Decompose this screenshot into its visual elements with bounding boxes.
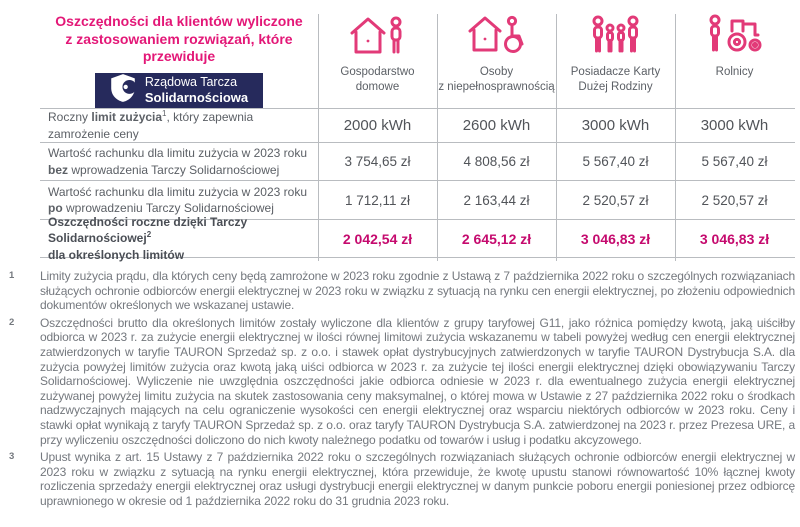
footnotes-section: [0, 269, 800, 509]
title-line-1: Oszczędności dla klientów wyliczone: [55, 13, 303, 29]
footnote-text: Upust wynika z art. 15 Ustawy z 7 października 2022 roku o szczególnych rozwiązaniach służących ochronie odbiorców energii elektrycznej w 2023 roku w związku z sytuacją na rynku energii elektrycznej, która przewiduje, że kwotę upustu stanowi równowartość 10% łącznej kwoty rozliczenia sprzedaży energii elektrycznej oraz usługi dystrybucji energii elektrycznej w danym punkcie poboru energii poniesionej przez odbiorcę uprawnionego w okresie od 1 października 2022 roku do 31 grudnia 2023 roku.: [40, 450, 795, 508]
row-label: Wartość rachunku dla limitu zużycia w 2023 roku po wprowadzeniu Tarczy Solidarnościowej: [48, 184, 307, 215]
logo-line-1: Rządowa Tarcza: [144, 74, 238, 89]
table-header-row: [40, 0, 795, 109]
column-label: Posiadacze Karty Dużej Rodziny: [570, 66, 661, 93]
cell-value: 2000 kWh: [343, 117, 412, 134]
table-row-without-shield: [40, 143, 795, 181]
footnote-3: [9, 450, 795, 508]
cell-value: 5 567,40 zł: [701, 154, 768, 169]
cell-value: 5 567,40 zł: [582, 154, 649, 169]
footnote-text: Oszczędności brutto dla określonych limitów zostały wyliczone dla klientów z grupy taryfowej G11, jako różnica pomiędzy kwotą, jaką uiściłby odbiorca w 2023 r. za zużycie energii elektrycznej w ilości równej limitowi zużycia wskazanemu w tabeli powyżej według cen energii elektrycznej zatwierdzonych w taryfie TAURON Sprzedaż sp. z o.o. i stawek opłat dystrybucyjnych zatwierdzonych w taryfie TAURON Dystrybucja S.A. dla zużycia powyżej limitów zużycia oraz kwotą jaką uiści odbiorca w 2023 r. za zużycie tej ilości energii elektrycznej dzięki obowiązywaniu Tarczy Solidarnościowej. Wyliczenie nie uwzględnia oszczędności jakie odbiorca odniesie w 2023 r. dla ewentualnego zużycia energii elektrycznej zużywanej powyżej limitu zużycia na skutek zastosowania ceny maksymalnej, o której mowa w Ustawie z 27 października 2022 roku o środkach nadzwyczajnych mających na celu ograniczenie wysokości cen energii elektrycznej oraz wsparciu niektórych odbiorców w 2023 roku. Ceny i stawki opłat wynikają z taryfy TAURON Sprzedaż sp. z o.o. oraz taryfy TAURON Dystrybucja S.A. zatwierdzonej na 2023 r. przez Prezesa URE, a przy wyliczeniu oszczędności doliczono do nich kwoty należnego podatku od towarów i usług i podatku akcyzowego.: [40, 315, 795, 447]
column-divider: [675, 14, 676, 261]
column-divider: [318, 14, 319, 261]
cell-value: 2600 kWh: [462, 117, 531, 134]
cell-value-savings: 2 042,54 zł: [342, 230, 413, 247]
footnote-1: [9, 269, 795, 313]
column-label: Osoby z niepełnosprawnością: [438, 66, 555, 93]
table-row-savings: [40, 215, 795, 262]
cell-value-savings: 2 645,12 zł: [461, 230, 532, 247]
cell-value: 3 754,65 zł: [344, 154, 411, 169]
table-intro: [40, 0, 318, 108]
column-label: Rolnicy: [715, 66, 754, 78]
cell-value: 2 520,57 zł: [582, 192, 649, 208]
house-wheelchair-icon: [468, 12, 526, 58]
cell-value: 3000 kWh: [581, 117, 650, 134]
cell-value: 3000 kWh: [700, 117, 769, 134]
column-header-disability: [437, 0, 556, 108]
column-divider: [437, 14, 438, 261]
title-line-2: z zastosowaniem rozwiązań, które przewiduje: [65, 30, 293, 64]
family-icon: [587, 12, 645, 58]
shield-icon: [110, 73, 136, 108]
cell-value-savings: 3 046,83 zł: [699, 230, 770, 247]
row-label: Oszczędności roczne dzięki Tarczy Solidarnościowej$^2$ dla określonych limitów: [48, 215, 248, 262]
cell-value: 4 808,56 zł: [463, 154, 530, 169]
row-label: Wartość rachunku dla limitu zużycia w 2023 roku bez wprowadzenia Tarczy Solidarnościowej: [48, 146, 307, 177]
footnote-text: Limity zużycia prądu, dla których ceny będą zamrożone w 2023 roku zgodnie z Ustawą z 7 października 2022 roku o szczególnych rozwiązaniach służących ochronie odbiorców energii elektrycznej w 2023 roku w związku z sytuacją na rynku cen energii elektrycznej, po złożeniu odpowiednich dokumentów określonych we wskazanej ustawie.: [40, 269, 795, 313]
cell-value-savings: 3 046,83 zł: [580, 230, 651, 247]
column-header-household: [318, 0, 437, 108]
logo-line-2: Solidarnościowa: [144, 89, 249, 105]
column-header-family: [556, 0, 675, 108]
footnote-marker: 1: [9, 270, 15, 281]
house-person-icon: [349, 12, 407, 58]
column-label: Gospodarstwo domowe: [340, 66, 415, 93]
row-label: Roczny limit zużycia$^1$, który zapewnia zamrożenie ceny: [48, 109, 254, 141]
footnote-marker: 3: [9, 451, 15, 463]
footnote-2: [9, 315, 795, 447]
cell-value: 2 520,57 zł: [701, 192, 768, 208]
savings-table: [40, 0, 795, 262]
table-row-limit: [40, 109, 795, 143]
government-shield-logo: [95, 73, 263, 109]
column-divider: [556, 14, 557, 261]
cell-value: 2 163,44 zł: [463, 192, 530, 208]
footnote-marker: 2: [9, 316, 15, 328]
farmer-tractor-icon: [706, 12, 764, 58]
column-header-farmers: [675, 0, 794, 108]
page-title: [40, 13, 318, 66]
cell-value: 1 712,11 zł: [344, 192, 411, 208]
logo-text: [145, 75, 248, 106]
